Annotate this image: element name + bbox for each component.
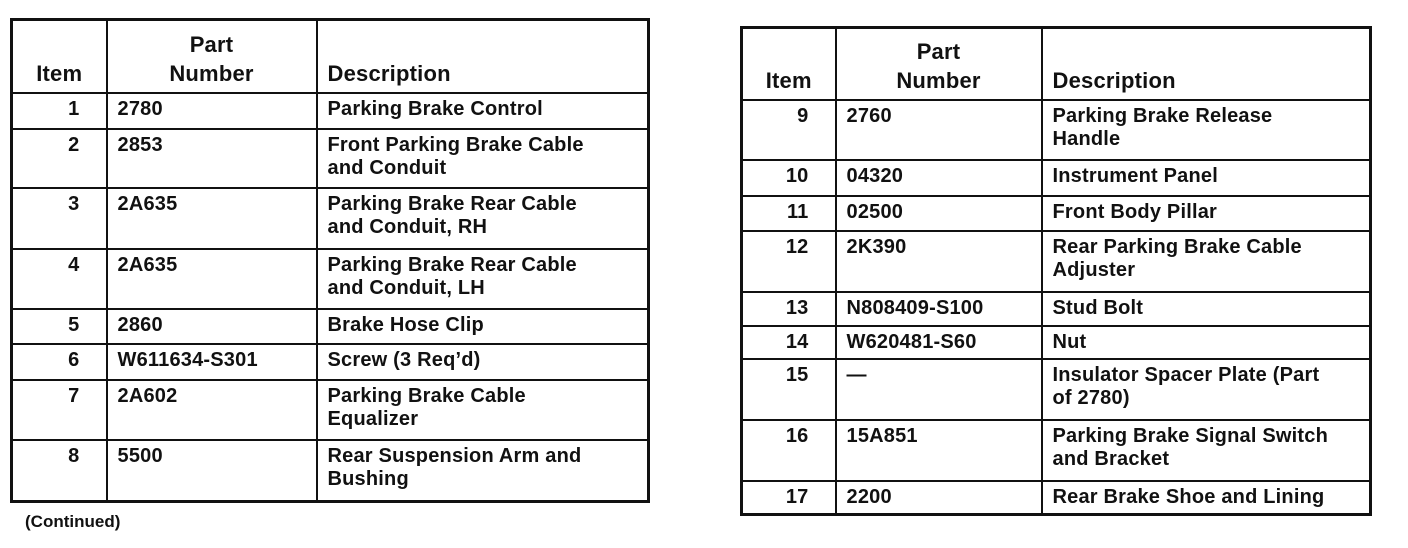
- table-row: [742, 359, 1371, 420]
- header-row: [742, 28, 1371, 100]
- description: [317, 249, 649, 309]
- item-number: 9: [742, 100, 836, 160]
- description: [317, 440, 649, 502]
- part-number: 5500: [107, 440, 317, 502]
- description-line: Insulator Spacer Plate (Part: [1052, 363, 1320, 386]
- table-row: [742, 481, 1371, 515]
- description: [317, 93, 649, 129]
- description-line: Parking Brake Signal Switch: [1052, 424, 1328, 447]
- part-number: 2A635: [107, 249, 317, 309]
- description-line: Parking Brake Rear Cable: [327, 253, 577, 276]
- description-line: Screw (3 Req’d): [327, 348, 481, 371]
- description-line: Rear Brake Shoe and Lining: [1052, 485, 1325, 508]
- item-number: 13: [742, 292, 836, 326]
- item-number: 1: [12, 93, 107, 129]
- description-line: Nut: [1052, 330, 1087, 353]
- description: [1042, 196, 1371, 231]
- part-number: 2860: [107, 309, 317, 344]
- description: [317, 380, 649, 440]
- item-number: 12: [742, 231, 836, 292]
- item-number: 4: [12, 249, 107, 309]
- part-number: 2K390: [836, 231, 1042, 292]
- item-number: 8: [12, 440, 107, 502]
- item-number: 15: [742, 359, 836, 420]
- description-line: Parking Brake Release: [1052, 104, 1273, 127]
- description-line: Parking Brake Cable: [327, 384, 526, 407]
- table-row: [12, 309, 649, 344]
- header-part-line1: Part: [916, 38, 961, 64]
- header-part-line1: Part: [189, 31, 234, 57]
- description-line: and Conduit, RH: [327, 215, 488, 238]
- table-row: [12, 344, 649, 380]
- part-number: 02500: [836, 196, 1042, 231]
- description-line: and Conduit, LH: [327, 276, 485, 299]
- part-number: 15A851: [836, 420, 1042, 481]
- part-number: W611634-S301: [107, 344, 317, 380]
- table-row: [742, 326, 1371, 359]
- description-line: Adjuster: [1052, 258, 1136, 281]
- description-line: Handle: [1052, 127, 1121, 150]
- part-number: 2780: [107, 93, 317, 129]
- part-number: —: [836, 359, 1042, 420]
- item-number: 5: [12, 309, 107, 344]
- table-row: [12, 249, 649, 309]
- header-part-number: [836, 28, 1042, 100]
- part-number: N808409-S100: [836, 292, 1042, 326]
- description-line: of 2780): [1052, 386, 1130, 409]
- table-row: [12, 93, 649, 129]
- continued-note: (Continued): [25, 512, 121, 531]
- description: [317, 344, 649, 380]
- description-line: Front Parking Brake Cable: [327, 133, 584, 156]
- item-number: 6: [12, 344, 107, 380]
- description-line: Rear Parking Brake Cable: [1052, 235, 1302, 258]
- header-part-line2: Number: [896, 67, 981, 93]
- description-line: Parking Brake Rear Cable: [327, 192, 577, 215]
- description-line: Rear Suspension Arm and: [327, 444, 582, 467]
- parts-table-right: [740, 26, 1372, 516]
- description-line: Front Body Pillar: [1052, 200, 1218, 223]
- item-number: 14: [742, 326, 836, 359]
- header-description: Description: [317, 20, 649, 93]
- part-number: 2200: [836, 481, 1042, 515]
- description-line: Brake Hose Clip: [327, 313, 484, 336]
- item-number: 10: [742, 160, 836, 196]
- header-part-line2: Number: [169, 60, 254, 86]
- description-line: Equalizer: [327, 407, 419, 430]
- item-number: 11: [742, 196, 836, 231]
- item-number: 16: [742, 420, 836, 481]
- table-row: [742, 100, 1371, 160]
- description-line: Parking Brake Control: [327, 97, 543, 120]
- item-number: 3: [12, 188, 107, 249]
- part-number: 04320: [836, 160, 1042, 196]
- description-line: Instrument Panel: [1052, 164, 1218, 187]
- item-number: 7: [12, 380, 107, 440]
- table-row: [742, 231, 1371, 292]
- description-line: Stud Bolt: [1052, 296, 1144, 319]
- part-number: 2760: [836, 100, 1042, 160]
- header-description: Description: [1042, 28, 1371, 100]
- description: [1042, 292, 1371, 326]
- item-number: 2: [12, 129, 107, 188]
- description: [317, 129, 649, 188]
- header-part-number: [107, 20, 317, 93]
- table-row: [742, 196, 1371, 231]
- description-line: Bushing: [327, 467, 409, 490]
- description: [1042, 100, 1371, 160]
- table-row: [742, 292, 1371, 326]
- part-number: W620481-S60: [836, 326, 1042, 359]
- part-number: 2A635: [107, 188, 317, 249]
- table-row: [742, 420, 1371, 481]
- description: [1042, 481, 1371, 515]
- table-row: [742, 160, 1371, 196]
- header-item: Item: [12, 20, 107, 93]
- header-item: Item: [742, 28, 836, 100]
- part-number: 2A602: [107, 380, 317, 440]
- description: [1042, 326, 1371, 359]
- description: [1042, 420, 1371, 481]
- parts-table-left: [10, 18, 650, 503]
- description-line: and Conduit: [327, 156, 447, 179]
- table-row: [12, 129, 649, 188]
- description: [1042, 160, 1371, 196]
- table-row: [12, 188, 649, 249]
- table-row: [12, 380, 649, 440]
- table-row: [12, 440, 649, 502]
- description: [1042, 359, 1371, 420]
- description-line: and Bracket: [1052, 447, 1170, 470]
- description: [317, 188, 649, 249]
- description: [317, 309, 649, 344]
- header-row: [12, 20, 649, 93]
- part-number: 2853: [107, 129, 317, 188]
- item-number: 17: [742, 481, 836, 515]
- description: [1042, 231, 1371, 292]
